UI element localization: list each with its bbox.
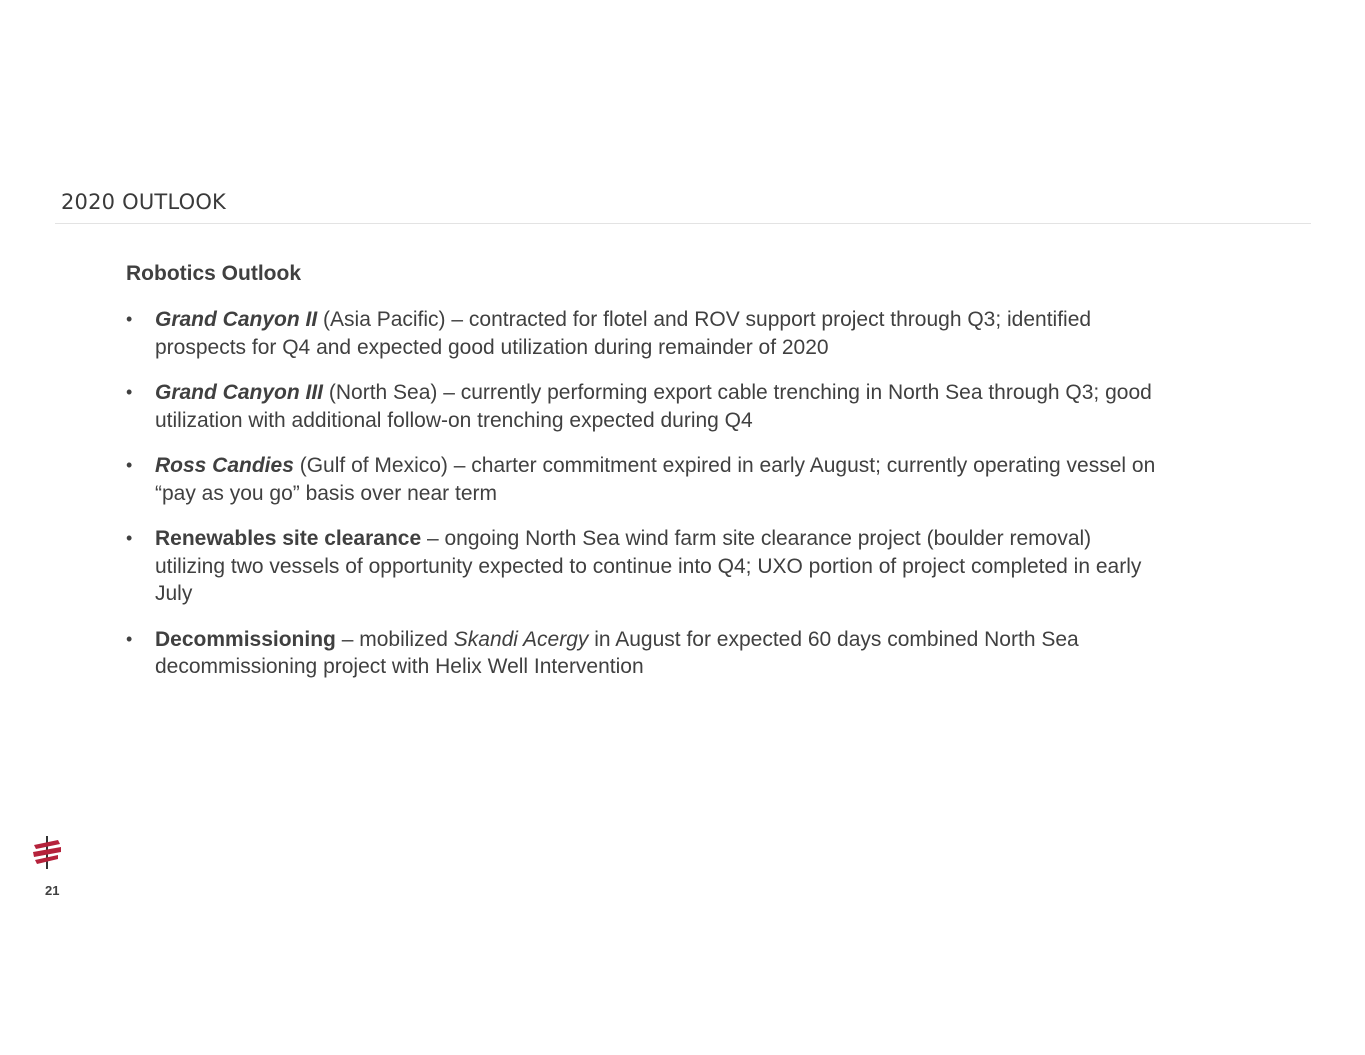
bullet-marker: • bbox=[126, 382, 133, 402]
bullet-text: (Gulf of Mexico) – charter commitment expired in early August; currently operating vessel on “pay as you go” basis over near term bbox=[155, 454, 1156, 505]
slide-content bbox=[126, 260, 1166, 699]
bullet-marker: • bbox=[126, 628, 133, 649]
helix-logo-icon bbox=[30, 836, 64, 870]
bullet-marker: • bbox=[126, 455, 133, 475]
page-number: 21 bbox=[45, 883, 60, 898]
title-divider bbox=[55, 223, 1311, 224]
bullet-text: (Asia Pacific) – contracted for flotel and ROV support project through Q3; identified prospects for Q4 and expected good utilization during remainder of 2020 bbox=[155, 308, 1092, 359]
bullet-lead: Renewables site clearance bbox=[155, 527, 422, 550]
bullet-lead: Grand Canyon II bbox=[155, 308, 318, 331]
bullet-list bbox=[126, 306, 1166, 681]
bullet-lead: Decommissioning bbox=[155, 627, 336, 651]
bullet-item-grand-canyon-ii bbox=[126, 306, 1166, 361]
section-heading: Robotics Outlook bbox=[126, 262, 301, 285]
bullet-text: – ongoing North Sea wind farm site clearance project (boulder removal) utilizing two vessels of opportunity expected to continue into Q4; UXO portion of project completed in early July bbox=[155, 527, 1142, 605]
bullet-text: (North Sea) – currently performing export cable trenching in North Sea through Q3; good utilization with additional follow-on trenching expected during Q4 bbox=[155, 381, 1152, 432]
bullet-text: in August for expected 60 days combined North Sea decommissioning project with Helix Well Intervention bbox=[155, 627, 1079, 678]
bullet-item-ross-candies bbox=[126, 452, 1166, 507]
bullet-item-grand-canyon-iii bbox=[126, 379, 1166, 434]
bullet-text: – mobilized bbox=[335, 627, 454, 651]
bullet-lead: Ross Candies bbox=[155, 454, 294, 477]
bullet-item-renewables-site-clearance bbox=[126, 525, 1166, 608]
vessel-name: Skandi Acergy bbox=[453, 627, 589, 651]
bullet-marker: • bbox=[126, 528, 133, 548]
bullet-marker: • bbox=[126, 309, 133, 329]
slide-title: 2020 OUTLOOK bbox=[61, 190, 227, 214]
bullet-lead: Grand Canyon III bbox=[155, 381, 324, 404]
bullet-item-decommissioning bbox=[126, 626, 1166, 681]
